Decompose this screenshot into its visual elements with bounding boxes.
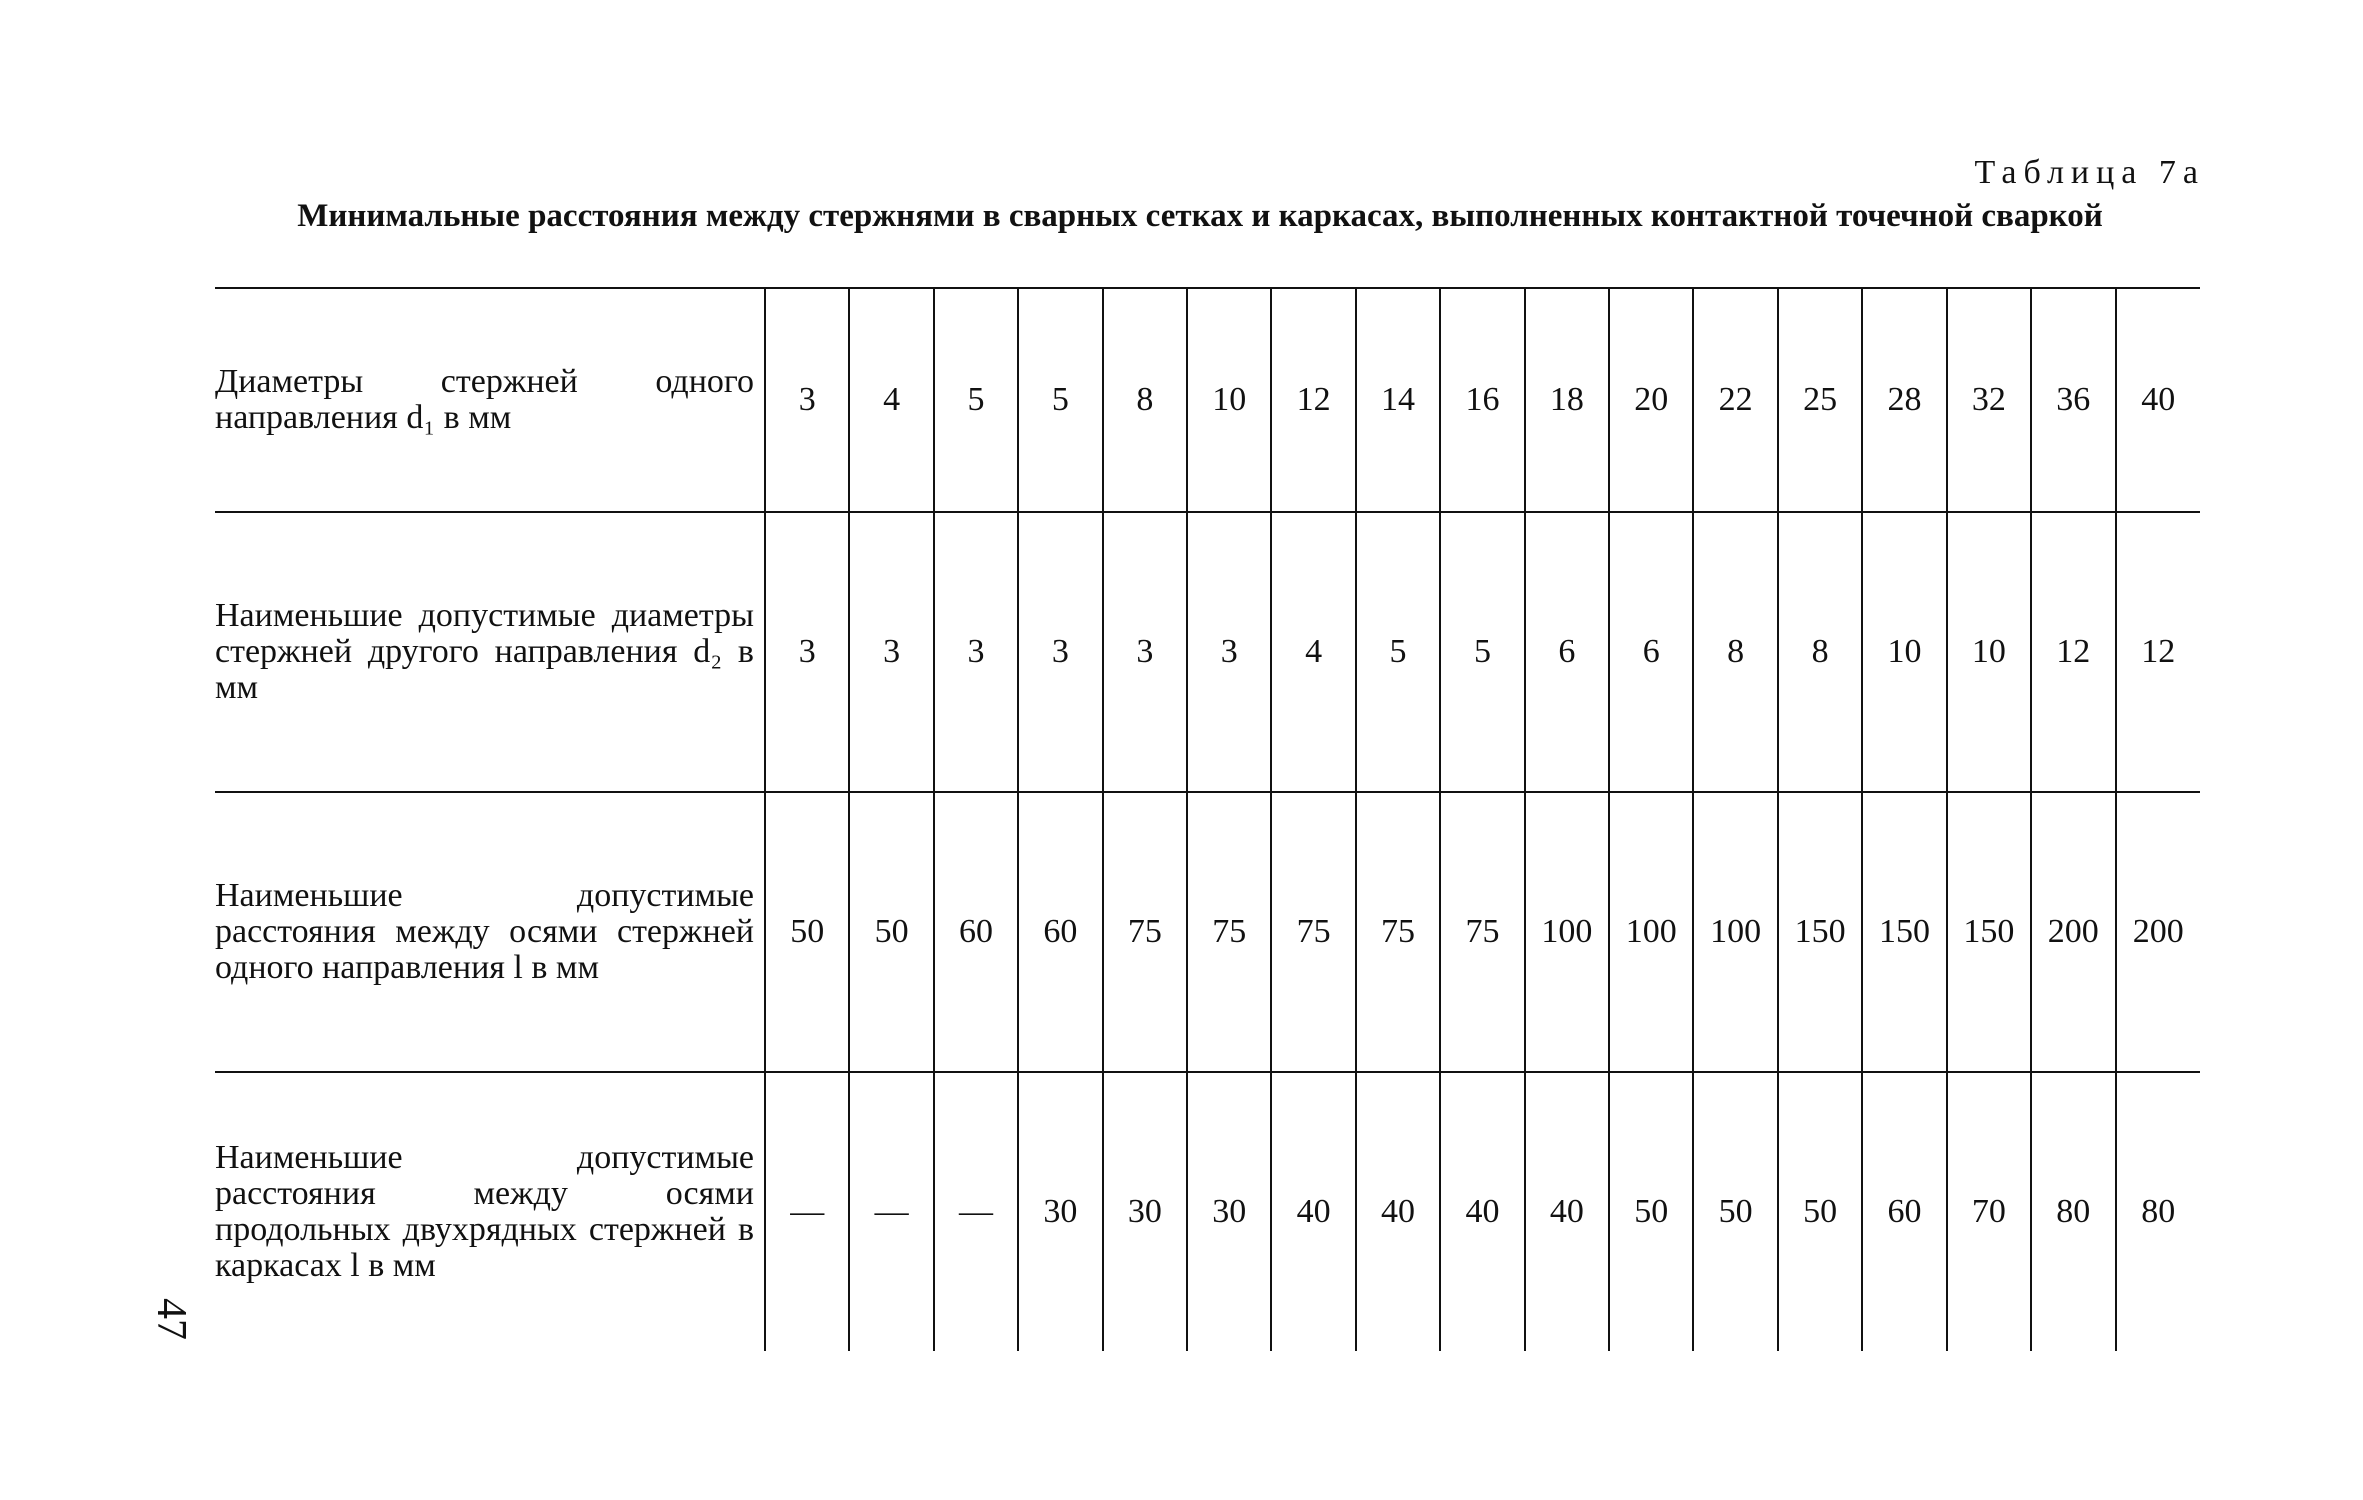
table-cell: 50 [1693, 1072, 1777, 1351]
table-cell: 40 [1440, 1072, 1524, 1351]
table-cell: 30 [1103, 1072, 1187, 1351]
table-cell: 30 [1187, 1072, 1271, 1351]
table-cell: 100 [1693, 792, 1777, 1072]
table-cell: 3 [1187, 512, 1271, 792]
table-cell: 70 [1947, 1072, 2031, 1351]
row-label: Наименьшие допустимые диаметры стержней другого направления d₂ в мм [215, 512, 765, 792]
table-cell: 50 [849, 792, 933, 1072]
table-cell: 60 [934, 792, 1018, 1072]
table-cell: 60 [1862, 1072, 1946, 1351]
table-cell: 150 [1778, 792, 1862, 1072]
table-cell: 28 [1862, 288, 1946, 512]
row-label: Диаметры стержней одного направления d₁ в мм [215, 288, 765, 512]
table-cell: 75 [1271, 792, 1355, 1072]
table-cell: 36 [2031, 288, 2115, 512]
row-label: Наименьшие допустимые расстояния между осями продольных двухрядных стержней в каркасах l в мм [215, 1072, 765, 1351]
table-cell: — [934, 1072, 1018, 1351]
table-row [215, 1072, 2200, 1351]
table-cell: 3 [1103, 512, 1187, 792]
table-title: Минимальные расстояния между стержнями в сварных сетках и каркасах, выполненных контактной точечной сваркой [297, 198, 2103, 234]
table-cell: 4 [849, 288, 933, 512]
table-cell: 5 [1356, 512, 1440, 792]
table-cell: 12 [1271, 288, 1355, 512]
table-cell: 32 [1947, 288, 2031, 512]
table-cell: 6 [1609, 512, 1693, 792]
table-cell: 40 [1525, 1072, 1609, 1351]
table-cell: 8 [1693, 512, 1777, 792]
table-cell: 40 [1356, 1072, 1440, 1351]
table-cell: 50 [765, 792, 849, 1072]
table-row [215, 792, 2200, 1072]
table-cell: 5 [934, 288, 1018, 512]
table-row [215, 288, 2200, 512]
table-cell: 75 [1103, 792, 1187, 1072]
table-cell: 100 [1609, 792, 1693, 1072]
table-row [215, 512, 2200, 792]
table-cell: 12 [2116, 512, 2201, 792]
table-cell: 14 [1356, 288, 1440, 512]
table-cell: 50 [1609, 1072, 1693, 1351]
table-cell: 3 [765, 288, 849, 512]
table-cell: 30 [1018, 1072, 1102, 1351]
table-cell: 16 [1440, 288, 1524, 512]
table-cell: 80 [2116, 1072, 2201, 1351]
table-cell: — [765, 1072, 849, 1351]
table-cell: 75 [1356, 792, 1440, 1072]
table-cell: 50 [1778, 1072, 1862, 1351]
spacing-table [215, 287, 2200, 1351]
table-cell: 12 [2031, 512, 2115, 792]
table-cell: 8 [1778, 512, 1862, 792]
table-cell: 75 [1187, 792, 1271, 1072]
table-cell: 10 [1947, 512, 2031, 792]
table-cell: 3 [1018, 512, 1102, 792]
table-cell: 25 [1778, 288, 1862, 512]
table-cell: 80 [2031, 1072, 2115, 1351]
row-label: Наименьшие допустимые расстояния между осями стержней одного направления l в мм [215, 792, 765, 1072]
table-cell: 5 [1018, 288, 1102, 512]
table-cell: 3 [849, 512, 933, 792]
table-cell: 3 [765, 512, 849, 792]
table-cell: 22 [1693, 288, 1777, 512]
table-cell: 100 [1525, 792, 1609, 1072]
table-cell: 20 [1609, 288, 1693, 512]
table-cell: 150 [1947, 792, 2031, 1072]
table-cell: 150 [1862, 792, 1946, 1072]
table-cell: 10 [1187, 288, 1271, 512]
table-cell: 5 [1440, 512, 1524, 792]
table-cell: — [849, 1072, 933, 1351]
table-cell: 10 [1862, 512, 1946, 792]
table-cell: 200 [2116, 792, 2201, 1072]
table-cell: 4 [1271, 512, 1355, 792]
table-cell: 40 [1271, 1072, 1355, 1351]
table-cell: 8 [1103, 288, 1187, 512]
table-cell: 60 [1018, 792, 1102, 1072]
page-number: 47 [148, 1298, 194, 1340]
table-cell: 18 [1525, 288, 1609, 512]
table-cell: 40 [2116, 288, 2201, 512]
table-cell: 3 [934, 512, 1018, 792]
table-cell: 6 [1525, 512, 1609, 792]
table-cell: 75 [1440, 792, 1524, 1072]
table-cell: 200 [2031, 792, 2115, 1072]
table-number: Таблица 7а [1974, 154, 2205, 191]
